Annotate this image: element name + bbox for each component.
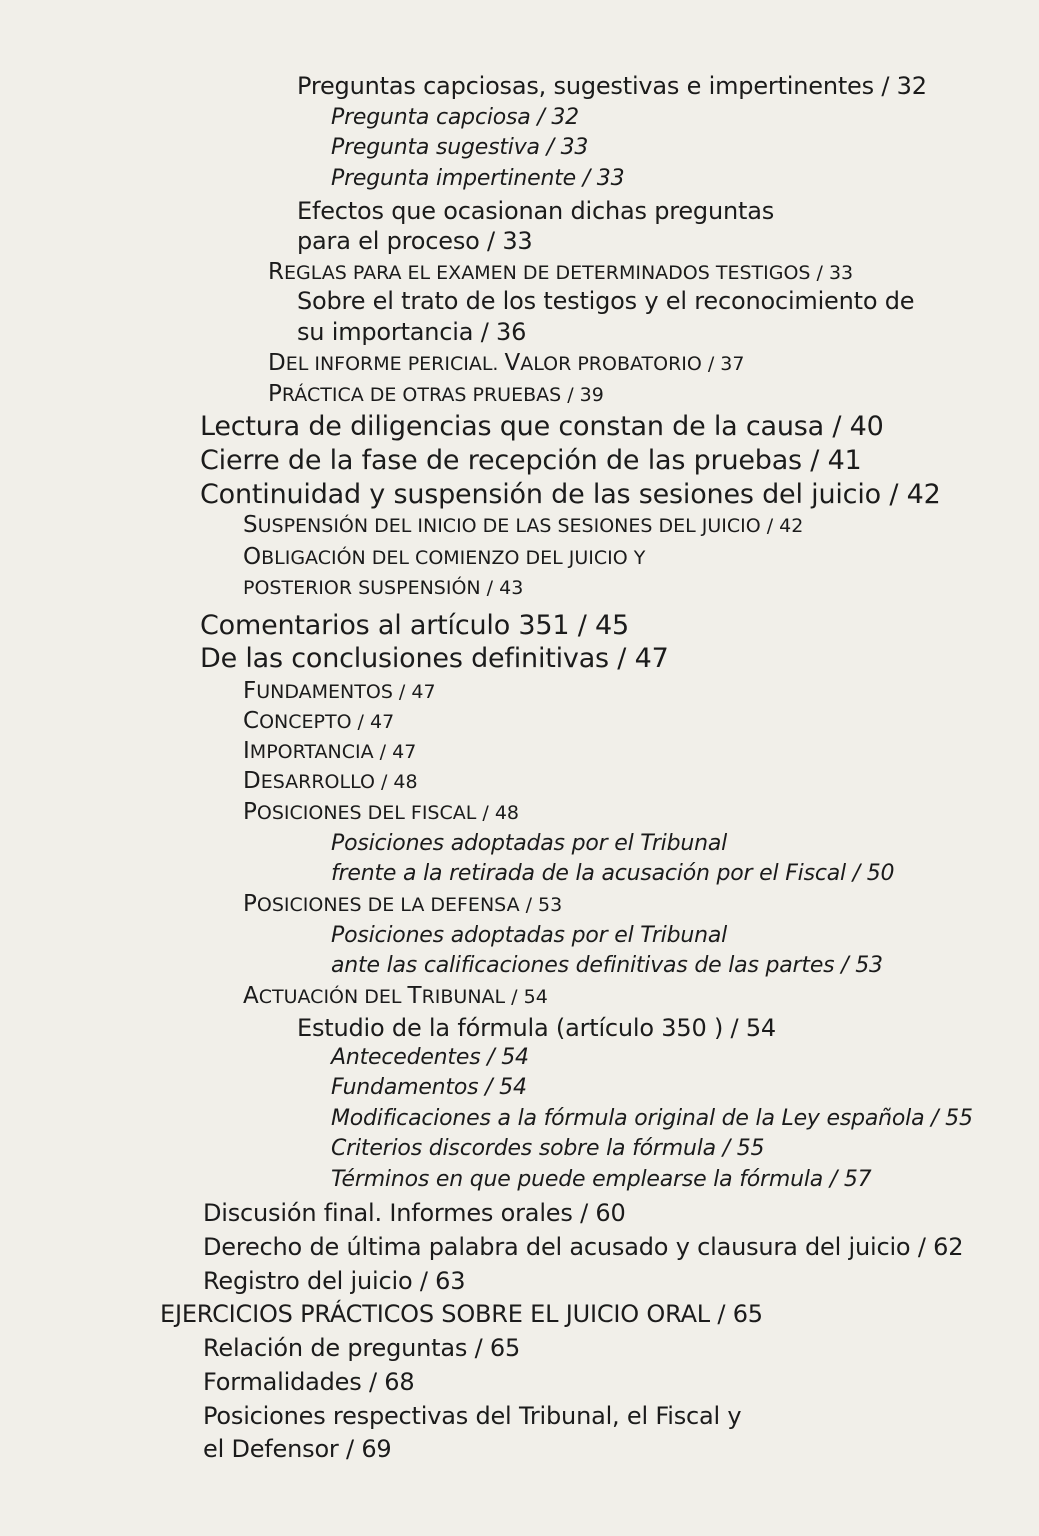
toc-entry: PRÁCTICA DE OTRAS PRUEBAS / 39 xyxy=(268,381,604,407)
toc-entry: Relación de preguntas / 65 xyxy=(203,1334,521,1362)
toc-entry: Continuidad y suspensión de las sesiones del juicio / 42 xyxy=(200,479,941,510)
toc-entry: Pregunta sugestiva / 33 xyxy=(331,135,589,160)
toc-entry: POSTERIOR SUSPENSIÓN / 43 xyxy=(243,577,524,599)
toc-entry: Preguntas capciosas, sugestivas e impertinentes / 32 xyxy=(297,72,927,100)
toc-entry: Sobre el trato de los testigos y el reconocimiento de xyxy=(297,287,915,315)
toc-entry: ACTUACIÓN DEL TRIBUNAL / 54 xyxy=(243,983,548,1009)
toc-entry: Lectura de diligencias que constan de la causa / 40 xyxy=(200,411,884,442)
toc-entry: DEL INFORME PERICIAL. VALOR PROBATORIO / 37 xyxy=(268,350,745,376)
toc-entry: De las conclusiones definitivas / 47 xyxy=(200,643,669,674)
toc-entry: ante las calificaciones definitivas de las partes / 53 xyxy=(331,953,883,978)
toc-entry: Registro del juicio / 63 xyxy=(203,1267,466,1295)
toc-entry: el Defensor / 69 xyxy=(203,1435,392,1463)
toc-entry: SUSPENSIÓN DEL INICIO DE LAS SESIONES DEL JUICIO / 42 xyxy=(243,512,804,538)
toc-entry: POSICIONES DEL FISCAL / 48 xyxy=(243,799,519,825)
toc-entry: REGLAS PARA EL EXAMEN DE DETERMINADOS TESTIGOS / 33 xyxy=(268,259,854,285)
toc-entry: Estudio de la fórmula (artículo 350 ) / 54 xyxy=(297,1014,776,1042)
toc-entry: Pregunta capciosa / 32 xyxy=(331,105,579,130)
toc-entry: Cierre de la fase de recepción de las pruebas / 41 xyxy=(200,445,862,476)
toc-entry: FUNDAMENTOS / 47 xyxy=(243,678,436,704)
toc-entry: Antecedentes / 54 xyxy=(331,1045,529,1070)
toc-entry: Formalidades / 68 xyxy=(203,1368,415,1396)
toc-entry: Términos en que puede emplearse la fórmula / 57 xyxy=(331,1167,872,1192)
toc-entry: CONCEPTO / 47 xyxy=(243,708,395,734)
toc-entry: Posiciones respectivas del Tribunal, el Fiscal y xyxy=(203,1402,742,1430)
toc-entry: Efectos que ocasionan dichas preguntas xyxy=(297,197,775,225)
toc-entry: su importancia / 36 xyxy=(297,318,527,346)
toc-entry: Pregunta impertinente / 33 xyxy=(331,166,625,191)
toc-entry: Fundamentos / 54 xyxy=(331,1075,527,1100)
toc-entry: OBLIGACIÓN DEL COMIENZO DEL JUICIO Y xyxy=(243,544,646,570)
toc-entry: DESARROLLO / 48 xyxy=(243,768,418,794)
toc-entry: Posiciones adoptadas por el Tribunal xyxy=(331,831,728,856)
toc-entry: POSICIONES DE LA DEFENSA / 53 xyxy=(243,891,563,917)
toc-entry: Comentarios al artículo 351 / 45 xyxy=(200,610,629,641)
toc-entry: para el proceso / 33 xyxy=(297,227,533,255)
toc-entry: EJERCICIOS PRÁCTICOS SOBRE EL JUICIO ORAL / 65 xyxy=(160,1300,763,1328)
toc-entry: Modificaciones a la fórmula original de la Ley española / 55 xyxy=(331,1106,973,1131)
toc-entry: Criterios discordes sobre la fórmula / 55 xyxy=(331,1136,765,1161)
toc-entry: Derecho de última palabra del acusado y clausura del juicio / 62 xyxy=(203,1233,964,1261)
toc-entry: Discusión final. Informes orales / 60 xyxy=(203,1199,626,1227)
toc-entry: IMPORTANCIA / 47 xyxy=(243,738,417,764)
toc-entry: frente a la retirada de la acusación por el Fiscal / 50 xyxy=(331,861,895,886)
toc-entry: Posiciones adoptadas por el Tribunal xyxy=(331,923,728,948)
